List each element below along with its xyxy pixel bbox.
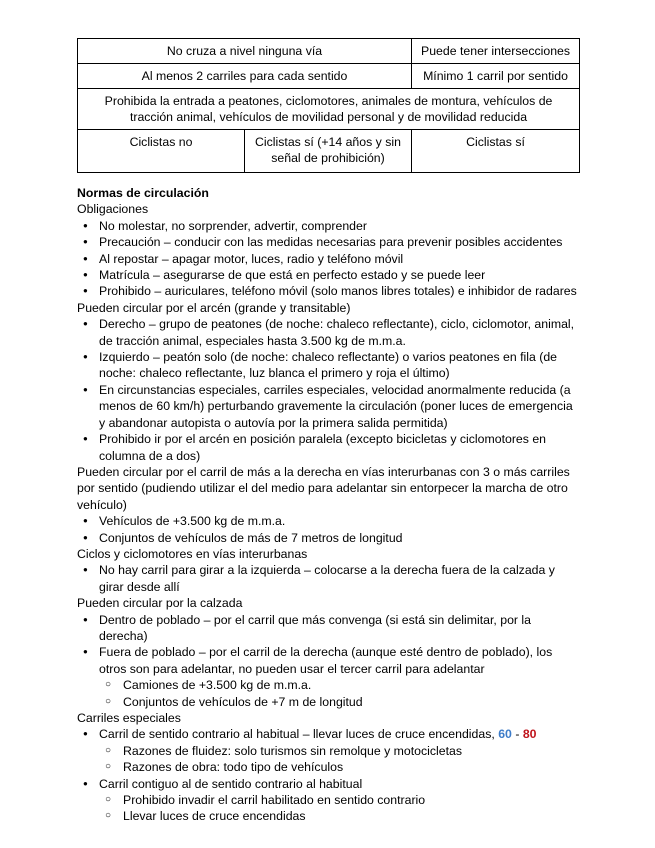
list-item-text: Carril contiguo al de sentido contrario al habitual: [99, 776, 363, 791]
sub-list: [99, 792, 579, 825]
table-row: [78, 130, 580, 173]
section-title: Pueden circular por el carril de más a la derecha en vías interurbanas con 3 o más carriles por sentido (pudiendo utilizar el del medio para adelantar sin entorpecer la marcha de otro vehículo): [77, 464, 570, 512]
sub-list-item: ○ Conjuntos de vehículos de +7 m de longitud: [99, 694, 579, 710]
speed-low-label: 60: [498, 727, 512, 742]
sub-list-item: ○ Llevar luces de cruce encendidas: [99, 808, 579, 824]
sub-list-item: ○ Razones de obra: todo tipo de vehículos: [99, 759, 579, 775]
table-cell: No cruza a nivel ninguna vía: [78, 39, 412, 64]
list-item: ● Vehículos de +3.500 kg de m.m.a.: [77, 513, 579, 529]
list-item: ● En circunstancias especiales, carriles especiales, velocidad anormalmente reducida (a menos de 60 km/h) perturbando gravemente la circulación (poner luces de emergencia y abandonar autopista o autovía por la primera salida permitida): [77, 382, 579, 431]
table-cell: Puede tener intersecciones: [412, 39, 580, 64]
sub-list: [99, 743, 579, 776]
especiales-list: [77, 726, 579, 824]
table-row: [78, 89, 580, 130]
table-cell: Al menos 2 carriles para cada sentido: [78, 64, 412, 89]
list-item: ● Prohibido ir por el arcén en posición paralela (excepto bicicletas y ciclomotores en columna de a dos): [77, 431, 579, 464]
document-body: [77, 185, 579, 825]
section-title: Pueden circular por la calzada: [77, 596, 243, 611]
section-heading: Normas de circulación: [77, 186, 209, 200]
list-item: ● Derecho – grupo de peatones (de noche: chaleco reflectante), ciclo, ciclomotor, animal, de tracción animal, especiales hasta 3.500 kg de m.m.a.: [77, 316, 579, 349]
table-cell: Mínimo 1 carril por sentido: [412, 64, 580, 89]
list-item: ● Matrícula – asegurarse de que está en perfecto estado y se puede leer: [77, 267, 579, 283]
table-cell: Ciclistas no: [78, 130, 245, 173]
ciclos-list: [77, 562, 579, 595]
list-item-text: Carril de sentido contrario al habitual – llevar luces de cruce encendidas,: [99, 727, 495, 742]
calzada-list: [77, 612, 579, 710]
list-item: ● No molestar, no sorprender, advertir, comprender: [77, 218, 579, 234]
list-item-text: Fuera de poblado – por el carril de la derecha (aunque esté dentro de poblado), los otros son para adelantar, no pueden usar el tercer carril para adelantar: [99, 645, 553, 676]
road-types-table: [77, 38, 580, 173]
sub-list-item: ○ Prohibido invadir el carril habilitado en sentido contrario: [99, 792, 579, 808]
table-cell: Ciclistas sí: [412, 130, 580, 173]
list-item: ● Precaución – conducir con las medidas necesarias para prevenir posibles accidentes: [77, 234, 579, 250]
section-title: Pueden circular por el arcén (grande y transitable): [77, 300, 351, 315]
table-row: [78, 64, 580, 89]
table-cell: Prohibida la entrada a peatones, ciclomotores, animales de montura, vehículos de tracción animal, vehículos de movilidad personal y de movilidad reducida: [78, 89, 580, 130]
sub-list-item: ○ Razones de fluidez: solo turismos sin remolque y motocicletas: [99, 743, 579, 759]
section-title: Ciclos y ciclomotores en vías interurbanas: [77, 546, 308, 561]
sub-list-item: ○ Camiones de +3.500 kg de m.m.a.: [99, 677, 579, 693]
derecha-list: [77, 513, 579, 546]
list-item: ● Prohibido – auriculares, teléfono móvil (solo manos libres totales) e inhibidor de radares: [77, 283, 579, 299]
list-item: [77, 776, 579, 825]
list-item: [77, 726, 579, 775]
speed-separator: -: [515, 727, 520, 742]
table-cell: Ciclistas sí (+14 años y sin señal de prohibición): [245, 130, 412, 173]
document-page: [77, 38, 579, 825]
list-item: [77, 644, 579, 710]
list-item: ● Izquierdo – peatón solo (de noche: chaleco reflectante) o varios peatones en fila (de noche: chaleco reflectante, luz blanca el primero y roja el último): [77, 349, 579, 382]
list-item: ● Conjuntos de vehículos de más de 7 metros de longitud: [77, 530, 579, 546]
section-title: Carriles especiales: [77, 711, 181, 725]
obligaciones-list: [77, 218, 579, 300]
list-item: ● No hay carril para girar a la izquierda – colocarse a la derecha fuera de la calzada y girar desde allí: [77, 562, 579, 595]
table-row: [78, 39, 580, 64]
sub-list: [99, 677, 579, 710]
list-item: ● Dentro de poblado – por el carril que más convenga (si está sin delimitar, por la derecha): [77, 612, 579, 645]
arcen-list: [77, 316, 579, 464]
speed-high-label: 80: [522, 727, 537, 742]
section-title: Obligaciones: [77, 202, 149, 217]
list-item: ● Al repostar – apagar motor, luces, radio y teléfono móvil: [77, 251, 579, 267]
